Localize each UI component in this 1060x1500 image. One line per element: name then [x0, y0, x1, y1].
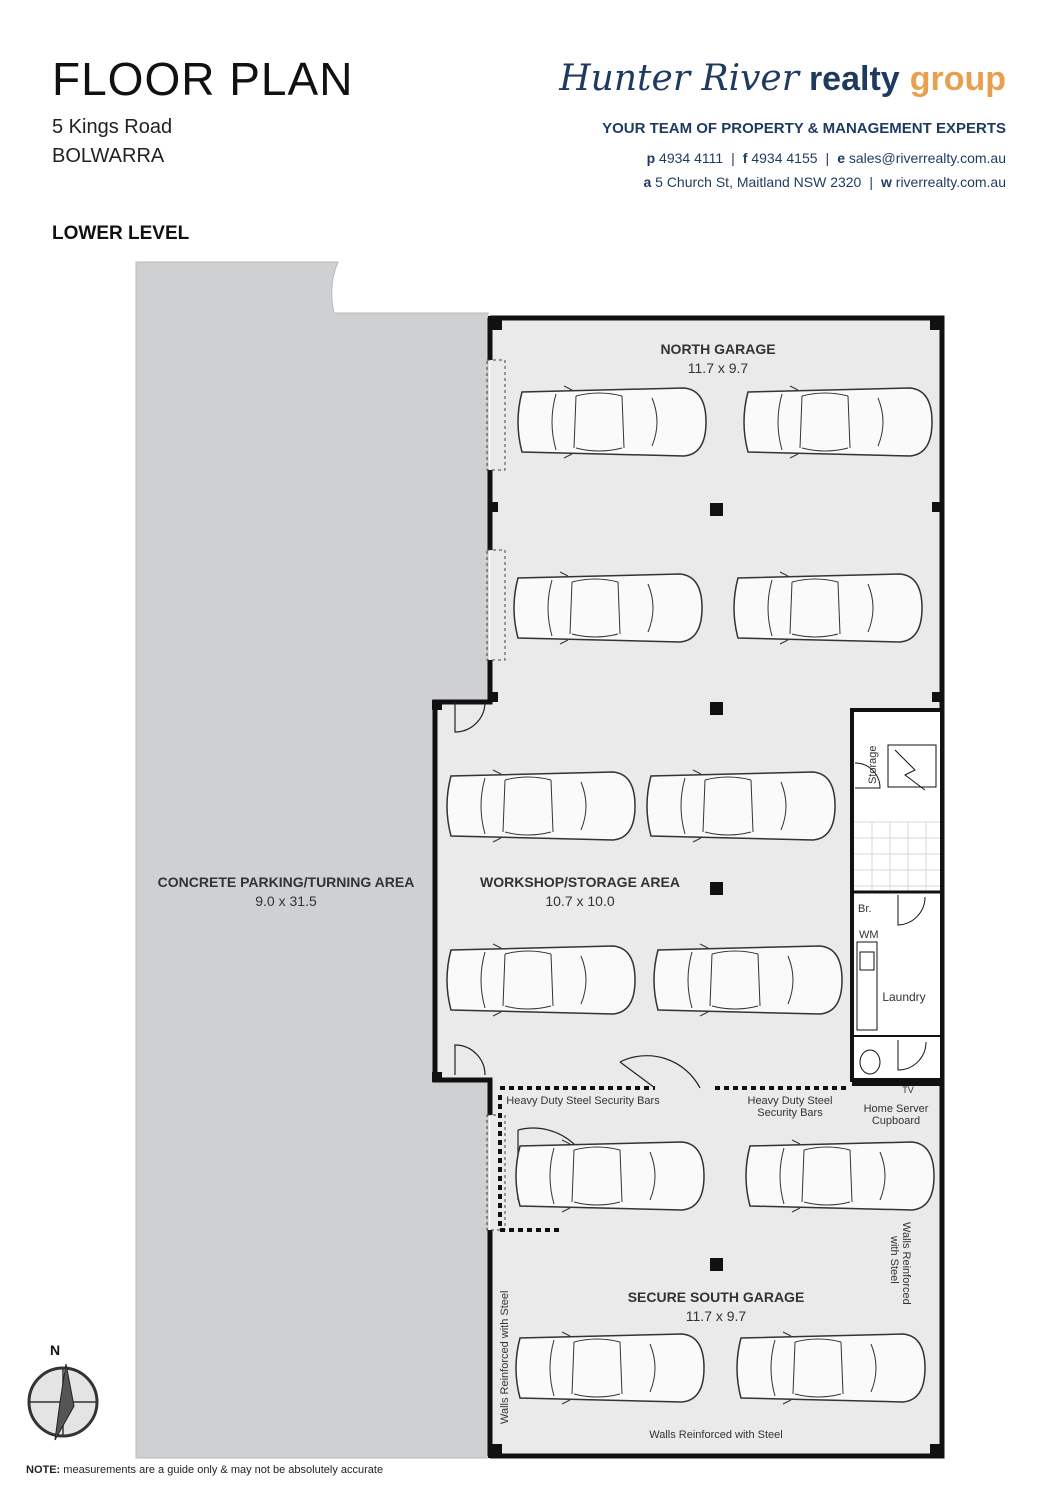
security-bars-right-label-1: Heavy Duty Steel: [747, 1095, 833, 1107]
washing-machine-label: WM: [859, 929, 879, 941]
level-heading: LOWER LEVEL: [52, 223, 190, 244]
bathroom-label: Br.: [858, 903, 872, 915]
tv-label: TV: [902, 1085, 914, 1095]
email-label: e: [837, 150, 845, 166]
security-bars-right-label-2: Security Bars: [757, 1107, 823, 1119]
workshop-size: 10.7 x 10.0: [545, 893, 615, 909]
page-title: FLOOR PLAN: [52, 53, 354, 105]
south-garage-name: SECURE SOUTH GARAGE: [627, 1289, 805, 1305]
security-bars-left-label: Heavy Duty Steel Security Bars: [506, 1095, 660, 1107]
note-label: NOTE:: [26, 1464, 61, 1476]
south-garage-size: 11.7 x 9.7: [685, 1308, 747, 1324]
north-compass: [29, 1342, 97, 1440]
laundry-label: Laundry: [882, 990, 926, 1004]
concrete-area-name: CONCRETE PARKING/TURNING AREA: [157, 874, 415, 890]
home-server-label-1: Home Server: [863, 1103, 929, 1115]
walls-bottom-label: Walls Reinforced with Steel: [649, 1429, 783, 1441]
note-text: measurements are a guide only & may not be absolutely accurate: [60, 1464, 384, 1476]
address-label: a: [643, 174, 652, 190]
storage-label: Storage: [867, 745, 879, 784]
logo-word-realty: realty: [808, 60, 900, 98]
email-link[interactable]: sales@riverrealty.com.au: [848, 150, 1006, 166]
walls-right-label-2: with Steel: [888, 1236, 900, 1284]
north-garage-name: NORTH GARAGE: [660, 341, 776, 357]
logo-script-name: Hunter River: [559, 58, 799, 99]
address-street: 5 Kings Road: [52, 116, 173, 138]
workshop-name: WORKSHOP/STORAGE AREA: [480, 874, 680, 890]
walls-left-label: Walls Reinforced with Steel: [499, 1290, 511, 1424]
disclaimer-note: [26, 1464, 383, 1476]
north-garage-size: 11.7 x 9.7: [687, 360, 749, 376]
compass-label: N: [49, 1342, 61, 1358]
phone-label: p: [646, 150, 656, 166]
web-label: w: [881, 174, 892, 190]
brand-tagline: YOUR TEAM OF PROPERTY & MANAGEMENT EXPERTS: [602, 120, 1006, 137]
home-server-label-2: Cupboard: [871, 1115, 921, 1127]
fax-label: f: [742, 150, 748, 166]
fax-number: 4934 4155: [751, 150, 818, 166]
website-link[interactable]: riverrealty.com.au: [895, 174, 1006, 190]
services-block: [852, 710, 942, 1086]
concrete-area-size: 9.0 x 31.5: [255, 893, 317, 909]
logo-word-group: group: [909, 60, 1006, 98]
contact-line-2: a 5 Church St, Maitland NSW 2320 | w riverrealty.com.au: [643, 174, 1006, 190]
address-suburb: BOLWARRA: [52, 145, 165, 167]
phone-number: 4934 4111: [659, 150, 724, 166]
office-address: 5 Church St, Maitland NSW 2320: [655, 174, 862, 190]
contact-line-1: p 4934 4111 | f 4934 4155 | e sales@riverrealty.com.au: [646, 150, 1006, 166]
walls-right-label-1: Walls Reinforced: [900, 1222, 912, 1305]
